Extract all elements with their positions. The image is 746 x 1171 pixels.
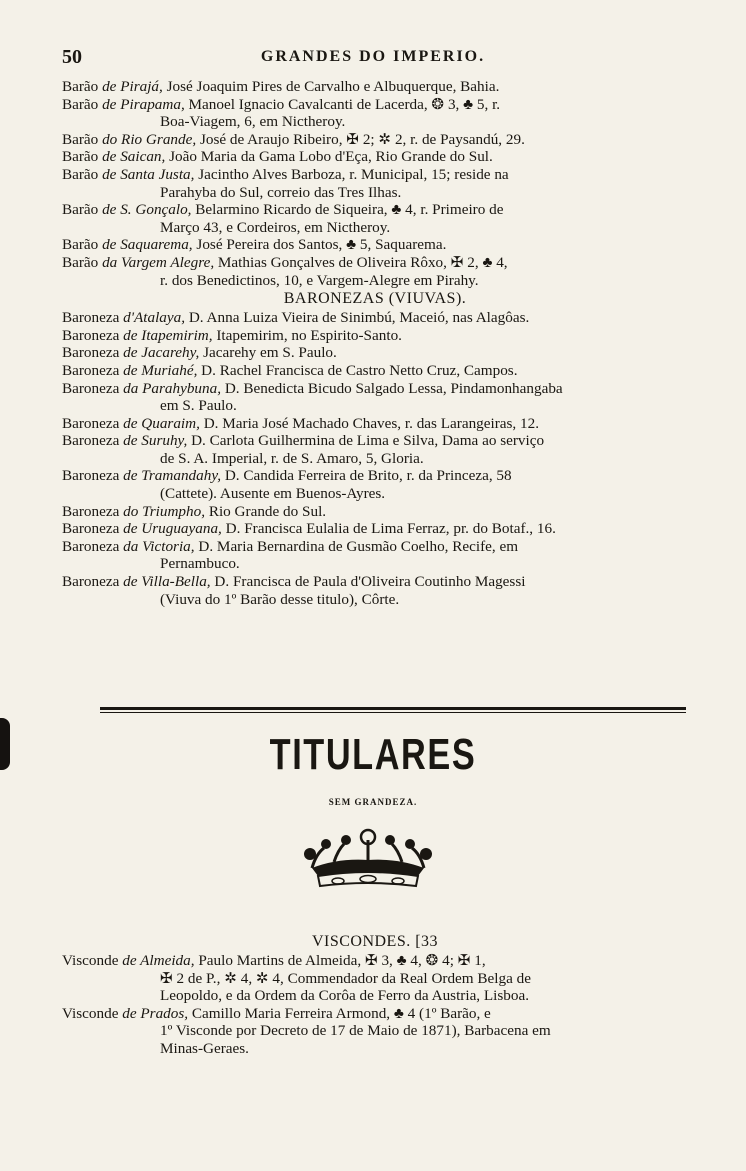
page-edge-mark xyxy=(0,718,10,770)
entry xyxy=(62,503,688,521)
entry-prefix: Barão xyxy=(62,201,99,219)
viscondes-block xyxy=(62,932,688,1058)
entry-text: (Cattete). Ausente em Buenos-Ayres. xyxy=(160,485,386,503)
entry xyxy=(62,573,688,608)
viscondes-list xyxy=(62,952,688,1058)
entry-title: de Muriahé, xyxy=(119,361,198,379)
entry-prefix: Baroneza xyxy=(62,414,120,432)
entry xyxy=(62,432,688,467)
entry xyxy=(62,952,688,1005)
entry-prefix: Baroneza xyxy=(62,361,120,379)
entry-title: de Almeida, xyxy=(118,952,195,969)
entry-prefix: Visconde xyxy=(62,952,119,969)
divider-thin xyxy=(100,712,686,713)
entry-text: José de Araujo Ribeiro, ✠ 2; ✲ 2, r. de Paysandú, 29. xyxy=(196,130,525,148)
entry-prefix: Baroneza xyxy=(62,467,120,485)
entry xyxy=(62,201,688,236)
entry-text: D. Francisca Eulalia de Lima Ferraz, pr. do Botaf., 16. xyxy=(221,520,556,538)
running-title: GRANDES DO IMPERIO. xyxy=(260,48,486,65)
entry-prefix: Barão xyxy=(62,78,99,95)
entry-prefix: Visconde xyxy=(62,1004,119,1022)
entry-text: José Joaquim Pires de Carvalho e Albuquerque, Bahia. xyxy=(162,78,500,95)
entry-title: de Pirapama, xyxy=(98,95,185,113)
entry-text: Itapemirim, no Espirito-Santo. xyxy=(212,326,402,344)
entry-title: de Pirajá, xyxy=(98,78,163,95)
entry-text: Jacarehy em S. Paulo. xyxy=(199,344,337,362)
entry xyxy=(62,166,688,201)
entry-title: d'Atalaya, xyxy=(119,309,186,327)
entry xyxy=(62,236,688,254)
entry-text: Março 43, e Cordeiros, em Nictheroy. xyxy=(160,218,391,236)
entry-prefix: Barão xyxy=(62,148,99,166)
entry-text: Boa-Viagem, 6, em Nictheroy. xyxy=(160,113,346,131)
entry-prefix: Baroneza xyxy=(62,573,120,591)
viscondes-heading: VISCONDES. [33 xyxy=(311,933,439,950)
entry-title: do Triumpho, xyxy=(119,502,206,520)
entry-text: ✠ 2 de P., ✲ 4, ✲ 4, Commendador da Real Ordem Belga de xyxy=(160,969,531,987)
entry-text: de S. A. Imperial, r. de S. Amaro, 5, Gloria. xyxy=(160,449,424,467)
page-number: 50 xyxy=(62,46,82,68)
entry-title: de Itapemirim, xyxy=(119,326,213,344)
entry xyxy=(62,1005,688,1058)
entry-title: de S. Gonçalo, xyxy=(98,201,192,219)
entry-title: da Victoria, xyxy=(119,537,195,555)
entry-text: Belarmino Ricardo de Siqueira, ♣ 4, r. Primeiro de xyxy=(191,201,504,219)
entries-block xyxy=(62,78,688,608)
entry-text: Camillo Maria Ferreira Armond, ♣ 4 (1º Barão, e xyxy=(188,1004,491,1022)
entry-text: 1º Visconde por Decreto de 17 de Maio de 1871), Barbacena em xyxy=(160,1022,551,1040)
baronezas-heading: BARONEZAS (VIUVAS). xyxy=(283,290,467,308)
entry-prefix: Baroneza xyxy=(62,379,120,397)
entry-text: D. Maria José Machado Chaves, r. das Larangeiras, 12. xyxy=(199,414,540,432)
entry-title: de Uruguayana, xyxy=(119,520,222,538)
entry xyxy=(62,362,688,380)
entry-text: em S. Paulo. xyxy=(160,397,237,415)
entry-text: Paulo Martins de Almeida, ✠ 3, ♣ 4, ❂ 4; ✠ 1, xyxy=(194,952,486,969)
entry-title: da Vargem Alegre, xyxy=(98,253,215,271)
entry xyxy=(62,415,688,433)
entry-prefix: Baroneza xyxy=(62,326,120,344)
entry-title: de Saquarema, xyxy=(98,236,193,254)
section-subtitle: SEM GRANDEZA. xyxy=(328,797,418,807)
entry-text: Leopoldo, e da Ordem da Corôa de Ferro da Austria, Lisboa. xyxy=(160,987,530,1005)
entry-title: de Suruhy, xyxy=(119,432,188,450)
entry-title: de Quaraim, xyxy=(119,414,200,432)
entry xyxy=(62,538,688,573)
entry-title: da Parahybuna, xyxy=(119,379,222,397)
entry-prefix: Baroneza xyxy=(62,537,120,555)
entry-prefix: Barão xyxy=(62,165,99,183)
entry-text: Mathias Gonçalves de Oliveira Rôxo, ✠ 2, ♣ 4, xyxy=(214,253,508,271)
entry-text: D. Benedicta Bicudo Salgado Lessa, Pindamonhangaba xyxy=(221,379,563,397)
entry-text: Pernambuco. xyxy=(160,555,240,573)
entry-prefix: Baroneza xyxy=(62,502,120,520)
entry xyxy=(62,467,688,502)
entry-prefix: Baroneza xyxy=(62,344,120,362)
entry-text: João Maria da Gama Lobo d'Eça, Rio Grande do Sul. xyxy=(165,148,493,166)
entry-title: de Villa-Bella, xyxy=(119,573,211,591)
entry-prefix: Barão xyxy=(62,130,99,148)
entry-text: D. Rachel Francisca de Castro Netto Cruz, Campos. xyxy=(197,361,518,379)
entry-prefix: Baroneza xyxy=(62,309,120,327)
entry-text: D. Maria Bernardina de Gusmão Coelho, Recife, em xyxy=(194,537,519,555)
entry xyxy=(62,96,688,131)
entry-text: Jacintho Alves Barboza, r. Municipal, 15; reside na xyxy=(194,165,509,183)
entry-text: D. Candida Ferreira de Brito, r. da Princeza, 58 xyxy=(221,467,512,485)
entry-title: de Santa Justa, xyxy=(98,165,195,183)
entry-prefix: Baroneza xyxy=(62,520,120,538)
entry-prefix: Barão xyxy=(62,253,99,271)
entry-prefix: Barão xyxy=(62,236,99,254)
entry-text: Rio Grande do Sul. xyxy=(205,502,327,520)
entry xyxy=(62,78,688,96)
entry xyxy=(62,344,688,362)
entry-text: Minas-Geraes. xyxy=(160,1039,249,1057)
entry xyxy=(62,327,688,345)
section-title: TITULARES xyxy=(269,730,477,779)
entry-title: de Prados, xyxy=(118,1004,189,1022)
baronezas-list xyxy=(62,309,688,608)
entry-text: r. dos Benedictinos, 10, e Vargem-Alegre em Pirahy. xyxy=(160,271,479,289)
entry-title: de Jacarehy, xyxy=(119,344,200,362)
entry-title: do Rio Grande, xyxy=(98,130,197,148)
entry-prefix: Barão xyxy=(62,95,99,113)
crown-ornament xyxy=(298,828,438,890)
entry xyxy=(62,254,688,289)
baroes-list xyxy=(62,78,688,289)
entry-text: D. Anna Luiza Vieira de Sinimbú, Maceió, nas Alagôas. xyxy=(185,309,530,327)
entry-text: D. Francisca de Paula d'Oliveira Coutinho Magessi xyxy=(210,573,526,591)
entry xyxy=(62,380,688,415)
entry xyxy=(62,520,688,538)
entry-text: D. Carlota Guilhermina de Lima e Silva, Dama ao serviço xyxy=(187,432,545,450)
entry-prefix: Baroneza xyxy=(62,432,120,450)
entry xyxy=(62,148,688,166)
entry-text: (Viuva do 1º Barão desse titulo), Côrte. xyxy=(160,590,400,608)
divider-thick xyxy=(100,707,686,710)
entry-text: Manoel Ignacio Cavalcanti de Lacerda, ❂ 3, ♣ 5, r. xyxy=(184,95,501,113)
page-header xyxy=(62,46,684,70)
entry-title: de Saican, xyxy=(98,148,166,166)
entry xyxy=(62,309,688,327)
entry xyxy=(62,131,688,149)
entry-title: de Tramandahy, xyxy=(119,467,222,485)
entry-text: Parahyba do Sul, correio das Tres Ilhas. xyxy=(160,183,402,201)
entry-text: José Pereira dos Santos, ♣ 5, Saquarema. xyxy=(192,236,447,254)
